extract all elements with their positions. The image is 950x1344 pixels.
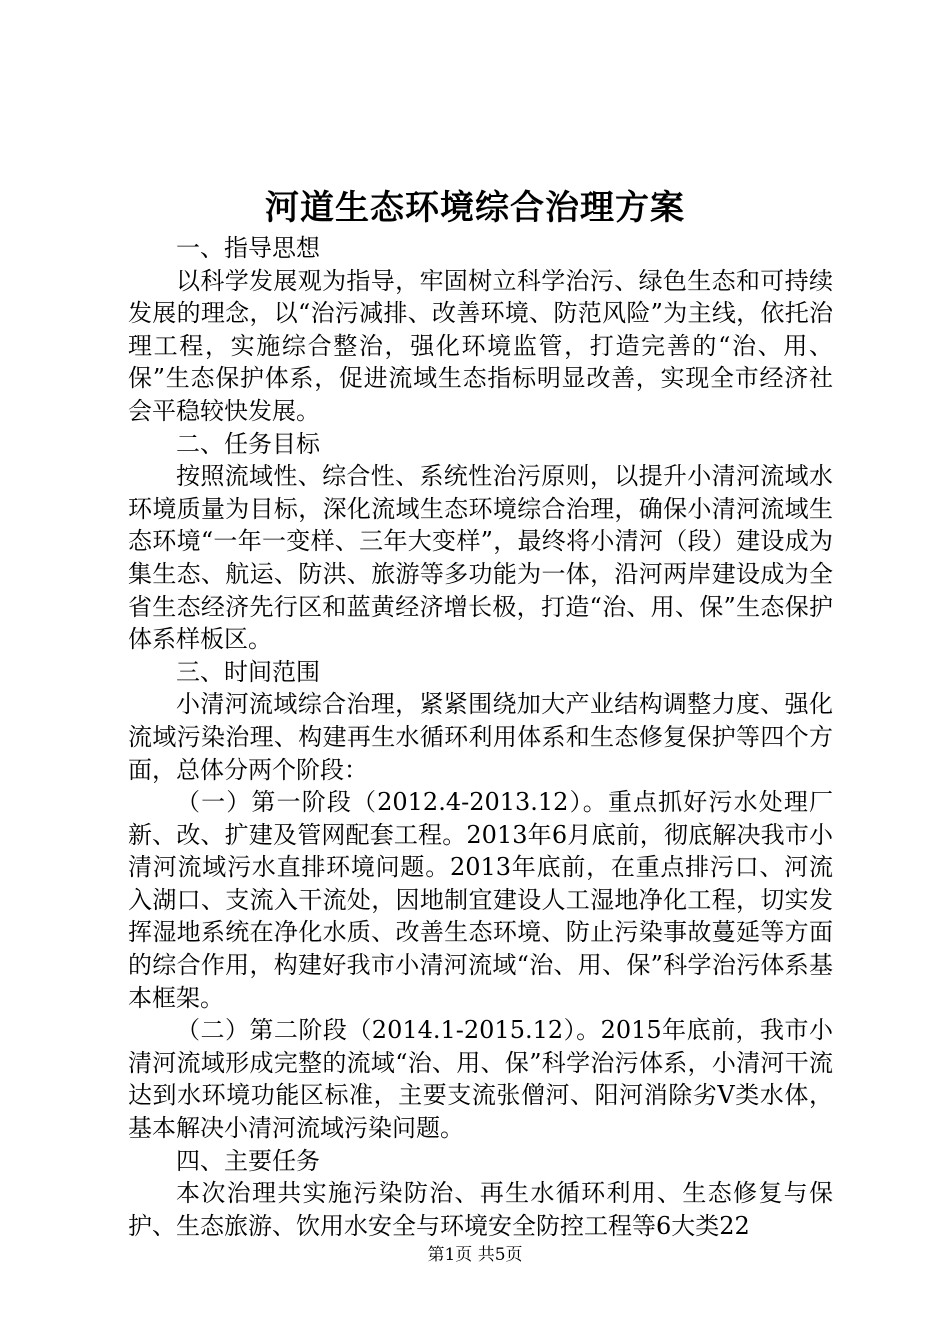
page-number-footer: 第1页 共5页 — [427, 1245, 523, 1265]
body-paragraph: 本次治理共实施污染防治、再生水循环利用、生态修复与保护、生态旅游、饮用水安全与环境安全防控工程等6大类22 — [128, 1179, 833, 1240]
body-paragraph: （二）第二阶段（2014.1-2015.12）。2015年底前，我市小清河流域形成完整的流域“治、用、保”科学治污体系，小清河干流达到水环境功能区标准，主要支流张僧河、阳河消除劣Ⅴ类水体，基本解决小清河流域污染问题。 — [128, 1016, 833, 1143]
document-title: 河道生态环境综合治理方案 — [265, 188, 685, 228]
section-heading: 二、任务目标 — [176, 429, 320, 458]
body-paragraph: 按照流域性、综合性、系统性治污原则，以提升小清河流域水环境质量为目标，深化流域生态环境综合治理，确保小清河流域生态环境“一年一变样、三年大变样”，最终将小清河（段）建设成为集生态、航运、防洪、旅游等多功能为一体，沿河两岸建设成为全省生态经济先行区和蓝黄经济增长极，打造“治、用、保”生态保护体系样板区。 — [128, 462, 833, 654]
document-body — [128, 232, 833, 1242]
section-heading: 三、时间范围 — [176, 657, 320, 686]
section-heading: 一、指导思想 — [176, 234, 320, 262]
body-paragraph: 以科学发展观为指导，牢固树立科学治污、绿色生态和可持续发展的理念，以“治污减排、改善环境、防范风险”为主线，依托治理工程，实施综合整治，强化环境监管，打造完善的“治、用、保”生态保护体系，促进流域生态指标明显改善，实现全市经济社会平稳较快发展。 — [128, 266, 833, 425]
body-paragraph: （一）第一阶段（2012.4-2013.12）。重点抓好污水处理厂新、改、扩建及管网配套工程。2013年6月底前，彻底解决我市小清河流域污水直排环境问题。2013年底前，在重点排污口、河流入湖口、支流入干流处，因地制宜建设人工湿地净化工程，切实发挥湿地系统在净化水质、改善生态环境、防止污染事故蔓延等方面的综合作用，构建好我市小清河流域“治、用、保”科学治污体系基本框架。 — [128, 788, 833, 1012]
section-heading: 四、主要任务 — [176, 1146, 320, 1175]
body-paragraph: 小清河流域综合治理，紧紧围绕加大产业结构调整力度、强化流域污染治理、构建再生水循环利用体系和生态修复保护等四个方面，总体分两个阶段： — [128, 690, 833, 784]
